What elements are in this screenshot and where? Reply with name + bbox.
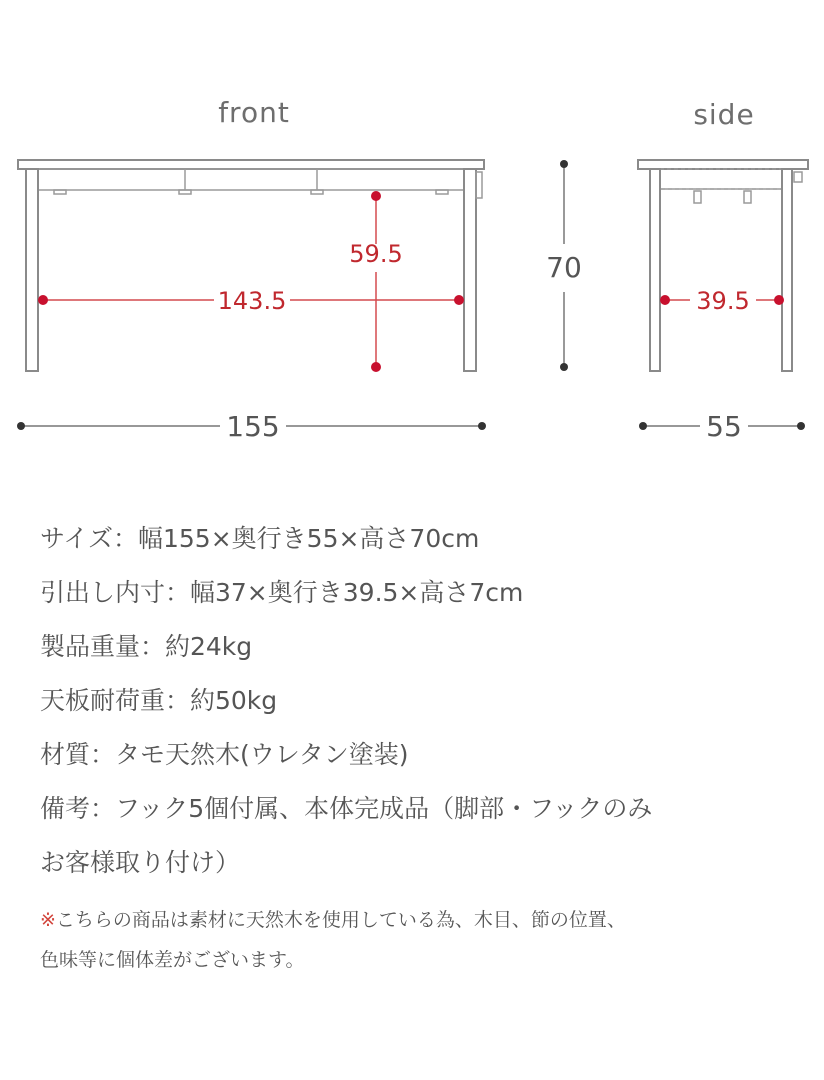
dimension-diagram: [0, 0, 824, 500]
natural-wood-note: [40, 900, 810, 980]
spec-list: [40, 512, 810, 890]
front-inner-height-label: 59.5: [349, 240, 403, 268]
spec-remarks-continued: お客様取り付け）: [40, 848, 241, 877]
spec-drawer-inner-size: 引出し内寸：幅37×奥行き39.5×高さ7cm: [40, 578, 524, 607]
side-inner-depth-dimension: [660, 287, 784, 315]
total-height-label: 70: [546, 251, 582, 284]
spec-remarks: 備考：フック5個付属、本体完成品（脚部・フックのみ: [40, 794, 653, 823]
front-total-width-label: 155: [226, 410, 280, 443]
spec-size: サイズ：幅155×奥行き55×高さ70cm: [40, 524, 480, 553]
note-text-1: こちらの商品は素材に天然木を使用している為、木目、節の位置、: [55, 909, 626, 931]
side-total-depth-label: 55: [706, 410, 742, 443]
dimension-endpoint-dot: [371, 362, 381, 372]
front-view-title: front: [218, 96, 290, 129]
side-view-title: side: [693, 98, 755, 131]
front-total-width-dimension: [17, 410, 486, 443]
side-view-table-drawing: [638, 160, 808, 371]
front-inner-width-label: 143.5: [217, 287, 287, 315]
spec-weight: 製品重量：約24kg: [40, 632, 253, 661]
dimension-endpoint-dot: [797, 422, 805, 430]
front-inner-width-dimension: [38, 287, 464, 315]
front-inner-height-dimension: [349, 191, 402, 372]
dimension-endpoint-dot: [660, 295, 670, 305]
note-line-2: 色味等に個体差がございます。: [40, 949, 305, 971]
note-line-1: [40, 900, 810, 940]
total-height-dimension: [546, 160, 582, 371]
spec-load-capacity: 天板耐荷重：約50kg: [40, 686, 278, 715]
dimension-endpoint-dot: [17, 422, 25, 430]
front-view-table-drawing: [18, 160, 484, 371]
spec-material: 材質：タモ天然木(ウレタン塗装): [40, 740, 409, 769]
dimension-endpoint-dot: [371, 191, 381, 201]
dimension-endpoint-dot: [774, 295, 784, 305]
dimension-endpoint-dot: [454, 295, 464, 305]
side-total-depth-dimension: [639, 410, 805, 443]
dimension-endpoint-dot: [560, 160, 568, 168]
dimension-endpoint-dot: [560, 363, 568, 371]
dimension-endpoint-dot: [478, 422, 486, 430]
dimension-endpoint-dot: [38, 295, 48, 305]
side-inner-depth-label: 39.5: [696, 287, 750, 315]
note-asterisk-mark: ※: [40, 909, 56, 931]
dimension-endpoint-dot: [639, 422, 647, 430]
